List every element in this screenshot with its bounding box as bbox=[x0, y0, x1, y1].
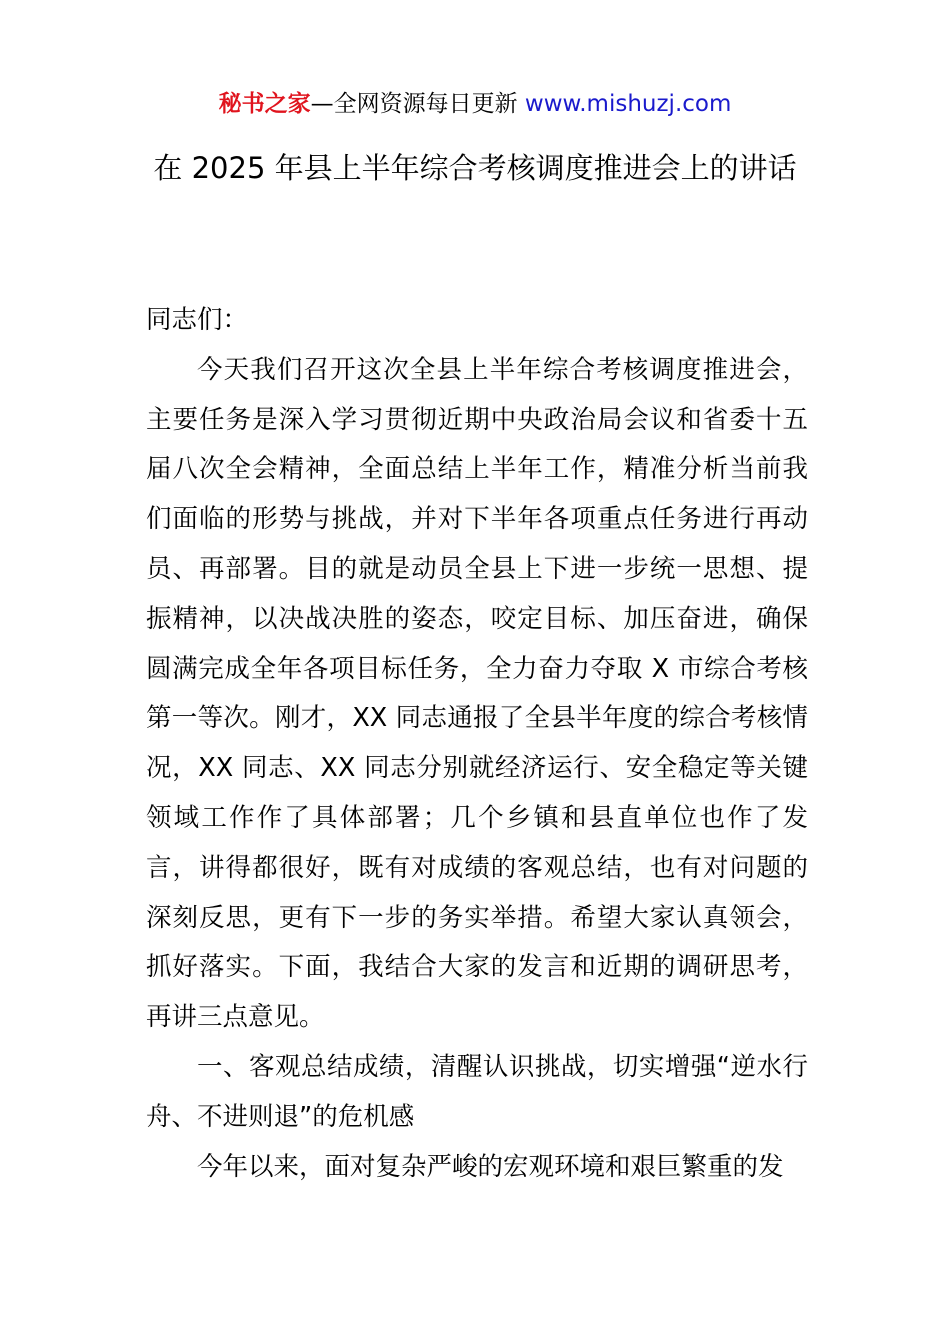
site-header bbox=[0, 86, 950, 122]
site-url-link[interactable]: www.mishuzj.com bbox=[524, 91, 732, 117]
body-paragraph-2: 今年以来，面对复杂严峻的宏观环境和艰巨繁重的发 bbox=[197, 1151, 784, 1182]
salutation: 同志们： bbox=[146, 305, 249, 335]
site-tagline: —全网资源每日更新 bbox=[310, 91, 525, 117]
site-brand: 秘书之家 bbox=[218, 91, 311, 117]
document-body bbox=[146, 296, 808, 1192]
section-heading-1: 一、客观总结成绩，清醒认识挑战，切实增强“逆水行舟、不进则退”的危机感 bbox=[146, 1051, 808, 1132]
document-title: 在 2025 年县上半年综合考核调度推进会上的讲话 bbox=[153, 151, 797, 185]
body-paragraph-1: 今天我们召开这次全县上半年综合考核调度推进会，主要任务是深入学习贯彻近期中央政治局会议和省委十五届八次全会精神，全面总结上半年工作，精准分析当前我们面临的形势与挑战，并对下半年各项重点任务进行再动员、再部署。目的就是动员全县上下进一步统一思想、提振精神，以决战决胜的姿态，咬定目标、加压奋进，确保圆满完成全年各项目标任务，全力奋力夺取 X 市综合考核第一等次。刚才，XX 同志通报了全县半年度的综合考核情况，XX 同志、XX 同志分别就经济运行、安全稳定等关键领域工作作了具体部署；几个乡镇和县直单位也作了发言，讲得都很好，既有对成绩的客观总结，也有对问题的深刻反思，更有下一步的务实举措。希望大家认真领会，抓好落实。下面，我结合大家的发言和近期的调研思考，再讲三点意见。 bbox=[146, 354, 808, 1033]
